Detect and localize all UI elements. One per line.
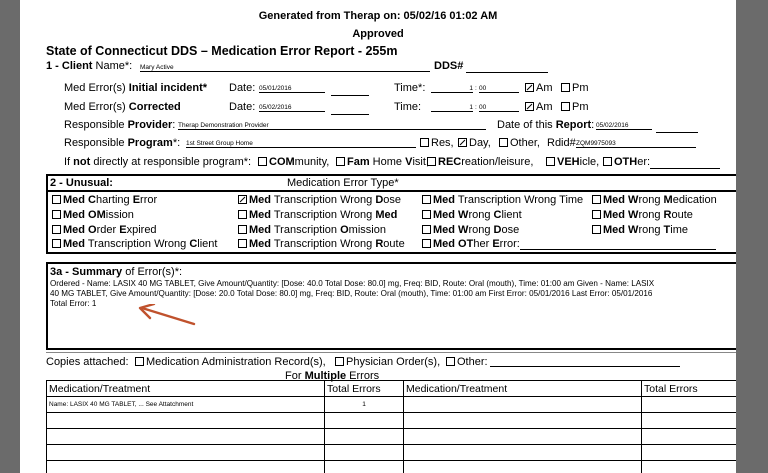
checkbox-checked-icon [525,102,534,111]
column-header: Medication/Treatment [404,381,642,397]
provider-field[interactable]: Therap Demonstration Provider [178,122,486,130]
other-location-field[interactable] [650,168,720,169]
physician-order-label: Physician Order(s), [346,356,441,368]
checkbox-checked-icon [238,195,247,204]
report-date-extra[interactable] [656,132,698,133]
checkbox-icon [561,83,570,92]
corrected-pm-label: Pm [572,101,589,113]
table-cell[interactable] [47,429,325,445]
checkbox-icon [238,210,247,219]
checkbox-icon [427,157,436,166]
program-label: Responsible Program*: [64,137,181,149]
table-cell[interactable] [47,461,325,473]
med-wrong-dose-option[interactable]: Med Wrong Dose [422,224,519,236]
not-directly-label: If not directly at responsible program*: [64,156,252,168]
initial-incident-label: Med Error(s) Initial incident* [64,82,208,94]
checkbox-icon [335,357,344,366]
other-location-option[interactable]: OTHer: [603,156,650,168]
rdid-label: Rdid# [547,137,576,149]
med-trans-wrong-route-option[interactable]: Med Transcription Wrong Route [238,238,405,250]
error-type-heading: Medication Error Type* [287,177,399,189]
initial-pm-option[interactable] [561,82,589,94]
med-wrong-medication-option[interactable]: Med Wrong Medication [592,194,717,206]
checkbox-icon [499,138,508,147]
summary-line-2: 40 MG TABLET, Give Amount/Quantity: [Dose: 20.0 Total Dose: 80.0] mg, Freq: BID, Route: Oral (mouth), Time: 01:00 am First Error: 05/01/2016 Last Error: 05/01/2016 [50,289,653,298]
table-cell[interactable] [404,429,642,445]
table-row [47,397,737,413]
med-trans-wrong-dose-option[interactable]: Med Transcription Wrong Dose [238,194,401,206]
copies-other-option[interactable] [446,356,488,368]
checkbox-icon [592,225,601,234]
rdid-field[interactable]: ZQM9975093 [576,140,696,148]
med-charting-error-option[interactable]: Med Charting Error [52,194,157,206]
table-cell[interactable] [325,413,404,429]
table-cell[interactable] [642,413,737,429]
med-other-error-field[interactable] [520,249,716,250]
checkbox-icon [420,138,429,147]
corrected-label: Med Error(s) Corrected [64,101,181,113]
corrected-am-label: Am [536,101,553,113]
client-name-value[interactable]: Mary Active [140,64,430,72]
report-page [20,0,736,473]
table-cell[interactable]: Name: LASIX 40 MG TABLET, ... See Attatchment [47,397,325,413]
checkbox-icon [238,239,247,248]
other-label: Other, [510,137,540,149]
initial-pm-label: Pm [572,82,589,94]
program-field[interactable]: 1st Street Group Home [186,140,416,148]
recreation-option[interactable]: RECreation/leisure, [427,156,533,168]
summary-line-3: Total Error: 1 [50,299,97,308]
report-date-label: Date of this Report: [497,119,595,131]
med-wrong-time-option[interactable]: Med Wrong Time [592,224,688,236]
annotation-arrow-icon [134,304,198,328]
initial-time-label: Time*: [394,82,426,94]
checkbox-icon [52,239,61,248]
table-header-row [47,381,737,397]
initial-am-label: Am [536,82,553,94]
checkbox-icon [336,157,345,166]
initial-date-field[interactable]: 05/01/2016 [259,85,325,93]
checkbox-icon [446,357,455,366]
corrected-pm-option[interactable] [561,101,589,113]
initial-am-option[interactable] [525,82,553,94]
community-option[interactable]: COMmunity, [258,156,329,168]
generated-line: Generated from Therap on: 05/02/16 01:02 AM [258,10,498,22]
checkbox-icon [422,239,431,248]
multiple-errors-title: For Multiple Errors [285,370,380,382]
med-order-expired-option[interactable]: Med Order Expired [52,224,157,236]
med-wrong-route-option[interactable]: Med Wrong Route [592,209,693,221]
table-cell[interactable]: 1 [325,397,404,413]
res-label: Res, [431,137,454,149]
summary-line-1: Ordered - Name: LASIX 40 MG TABLET, Give Amount/Quantity: [Dose: 40.0 Total Dose: 80.0] mg, Freq: BID, Route: Oral (mouth), Time: 01:00 am Given - Name: LASIX [50,279,655,288]
multiple-errors-table [46,380,736,473]
table-cell[interactable] [642,445,737,461]
checkbox-checked-icon [525,83,534,92]
day-option[interactable] [458,137,491,149]
initial-date-extra[interactable] [331,95,369,96]
fam-home-option[interactable]: Fam Home Visit, [336,156,429,168]
provider-label: Responsible Provider: [64,119,176,131]
approved-status: Approved [352,28,404,40]
med-wrong-client-option[interactable]: Med Wrong Client [422,209,522,221]
checkbox-icon [422,210,431,219]
med-trans-wrong-client-option[interactable]: Med Transcription Wrong Client [52,238,217,250]
summary-label: 3a - Summary of Error(s)*: [50,266,183,278]
corrected-am-option[interactable] [525,101,553,113]
table-row [47,429,737,445]
checkbox-icon [603,157,612,166]
table-cell[interactable] [404,461,642,473]
corrected-time-colon: : [475,104,477,111]
initial-minute-field[interactable]: 00 [479,85,519,93]
corrected-time-label: Time: [394,101,422,113]
client-name-label: 1 - Client Name*: [46,60,133,72]
column-header: Total Errors [325,381,404,397]
corrected-hour-field[interactable]: 1 [431,104,473,112]
report-date-field[interactable]: 05/02/2016 [596,122,652,130]
report-title: State of Connecticut DDS – Medication Error Report - 255m [46,44,398,58]
table-cell[interactable] [47,413,325,429]
checkbox-icon [592,195,601,204]
physician-order-option[interactable] [335,356,440,368]
checkbox-icon [258,157,267,166]
table-cell[interactable] [325,445,404,461]
column-header: Medication/Treatment [47,381,325,397]
column-header: Total Errors [642,381,737,397]
checkbox-icon [52,225,61,234]
initial-hour-field[interactable]: 1 [431,85,473,93]
checkbox-icon [422,225,431,234]
mar-label: Medication Administration Record(s), [146,356,326,368]
checkbox-icon [238,225,247,234]
med-trans-wrong-time-option[interactable]: Med Transcription Wrong Time [422,194,583,206]
med-other-error-option[interactable]: Med OTher Error: [422,238,520,250]
table-cell[interactable] [642,397,737,413]
table-row [47,461,737,473]
table-cell[interactable] [47,445,325,461]
dds-field[interactable] [466,72,548,73]
table-row [47,445,737,461]
corrected-date-field[interactable]: 05/02/2016 [259,104,325,112]
checkbox-icon [592,210,601,219]
initial-date-label: Date: [229,82,256,94]
checkbox-checked-icon [458,138,467,147]
section-unusual [46,174,736,254]
corrected-date-label: Date: [229,101,256,113]
table-cell[interactable] [404,445,642,461]
med-trans-wrong-med-option[interactable]: Med Transcription Wrong Med [238,209,397,221]
copies-other-label: Other: [457,356,488,368]
section-unusual-label: 2 - Unusual: [50,177,113,189]
initial-time-colon: : [475,85,477,92]
day-label: Day, [469,137,491,149]
table-cell[interactable] [325,461,404,473]
table-row [47,413,737,429]
other-option[interactable] [499,137,540,149]
table-cell[interactable] [325,429,404,445]
med-omission-option[interactable]: Med OMission [52,209,134,221]
table-cell[interactable] [642,461,737,473]
res-option[interactable] [420,137,454,149]
checkbox-icon [52,210,61,219]
corrected-date-extra[interactable] [331,114,369,115]
checkbox-icon [546,157,555,166]
checkbox-icon [561,102,570,111]
checkbox-icon [52,195,61,204]
table-cell[interactable] [404,413,642,429]
checkbox-icon [422,195,431,204]
table-cell[interactable] [642,429,737,445]
med-trans-omission-option[interactable]: Med Transcription Omission [238,224,386,236]
mar-option[interactable] [135,356,326,368]
copies-other-field[interactable] [490,366,680,367]
copies-label: Copies attached: [46,356,129,368]
corrected-minute-field[interactable]: 00 [479,104,519,112]
section-summary [46,262,736,350]
vehicle-option[interactable]: VEHicle, [546,156,599,168]
checkbox-icon [135,357,144,366]
dds-label: DDS# [434,60,464,72]
table-cell[interactable] [404,397,642,413]
